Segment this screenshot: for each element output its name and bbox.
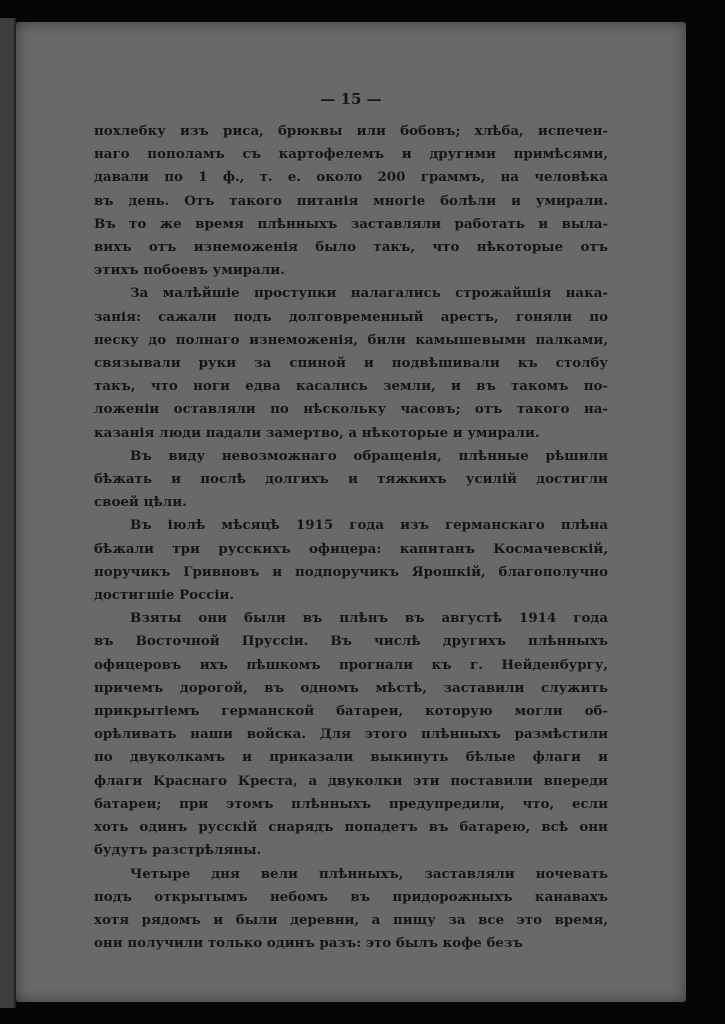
text-line: Взяты они были въ плѣнъ въ августѣ 1914 года <box>130 610 608 627</box>
paragraph <box>94 120 608 282</box>
paragraph <box>94 607 608 862</box>
text-line: въ день. Отъ такого питанія многіе болѣли и умирали. <box>94 192 608 209</box>
text-line: по двуколкамъ и приказали выкинуть бѣлые флаги и <box>94 749 608 766</box>
text-line: песку до полнаго изнеможенія, били камышевыми палками, <box>94 331 608 348</box>
text-line: Въ виду невозможнаго обращенія, плѣнные рѣшили <box>130 447 608 464</box>
page-number: — 15 — <box>320 90 382 108</box>
text-line: батареи; при этомъ плѣнныхъ предупредили, что, если <box>94 795 608 812</box>
text-line: офицеровъ ихъ пѣшкомъ прогнали къ г. Нейденбургу, <box>94 656 608 673</box>
text-line: хоть одинъ русскій снарядъ попадетъ въ батарею, всѣ они <box>94 819 608 836</box>
body-text <box>94 120 608 955</box>
text-line: будутъ разстрѣляны. <box>94 842 262 859</box>
text-line: наго пополамъ съ картофелемъ и другими примѣсями, <box>94 146 608 163</box>
text-line: они получили только одинъ разъ: это былъ кофе безъ <box>94 935 523 952</box>
text-line: причемъ дорогой, въ одномъ мѣстѣ, заставили служить <box>94 679 608 696</box>
text-line: казанія люди падали замертво, а нѣкоторые и умирали. <box>94 424 540 441</box>
text-line: хотя рядомъ и были деревни, а пищу за все это время, <box>94 911 608 928</box>
text-line: бѣжали три русскихъ офицера: капитанъ Космачевскій, <box>94 540 608 557</box>
previous-page-edge <box>0 18 16 1008</box>
text-line: ложеніи оставляли по нѣскольку часовъ; отъ такого на- <box>94 401 608 418</box>
text-line: такъ, что ноги едва касались земли, и въ такомъ по- <box>94 378 608 395</box>
text-line: орѣливать наши войска. Для этого плѣнныхъ размѣстили <box>94 726 608 743</box>
text-line: связывали руки за спиной и подвѣшивали къ столбу <box>94 355 608 372</box>
text-line: похлебку изъ риса, брюквы или бобовъ; хлѣба, испечен- <box>94 123 608 139</box>
text-line: бѣжать и послѣ долгихъ и тяжкихъ усилій достигли <box>94 471 608 488</box>
text-line: этихъ побоевъ умирали. <box>94 262 285 279</box>
text-line: Въ іюлѣ мѣсяцѣ 1915 года изъ германскаго плѣна <box>130 517 608 534</box>
text-line: За малѣйшіе проступки налагались строжайшія нака- <box>130 285 608 302</box>
paragraph <box>94 514 608 607</box>
text-line: достигшіе Россіи. <box>94 587 235 604</box>
text-line: Четыре дня вели плѣнныхъ, заставляли ночевать <box>130 865 608 882</box>
text-line: подъ открытымъ небомъ въ придорожныхъ канавахъ <box>94 888 608 905</box>
text-line: занія: сажали подъ долговременный арестъ, гоняли по <box>94 308 608 325</box>
paragraph <box>94 282 608 444</box>
paragraph <box>94 863 608 956</box>
text-line: прикрытіемъ германской батареи, которую могли об- <box>94 703 608 720</box>
text-line: флаги Краснаго Креста, а двуколки эти поставили впереди <box>94 772 608 789</box>
text-line: поручикъ Гривновъ и подпоручикъ Ярошкій, благополучно <box>94 563 608 580</box>
text-line: вихъ отъ изнеможенія было такъ, что нѣкоторые отъ <box>94 239 608 256</box>
paragraph <box>94 445 608 515</box>
text-line: въ Восточной Пруссіи. Въ числѣ другихъ плѣнныхъ <box>94 633 608 650</box>
text-line: своей цѣли. <box>94 494 187 511</box>
text-line: давали по 1 ф., т. е. около 200 граммъ, на человѣка <box>94 169 608 186</box>
page-sheet <box>16 22 686 1002</box>
text-line: Въ то же время плѣнныхъ заставляли работать и выла- <box>94 215 608 232</box>
